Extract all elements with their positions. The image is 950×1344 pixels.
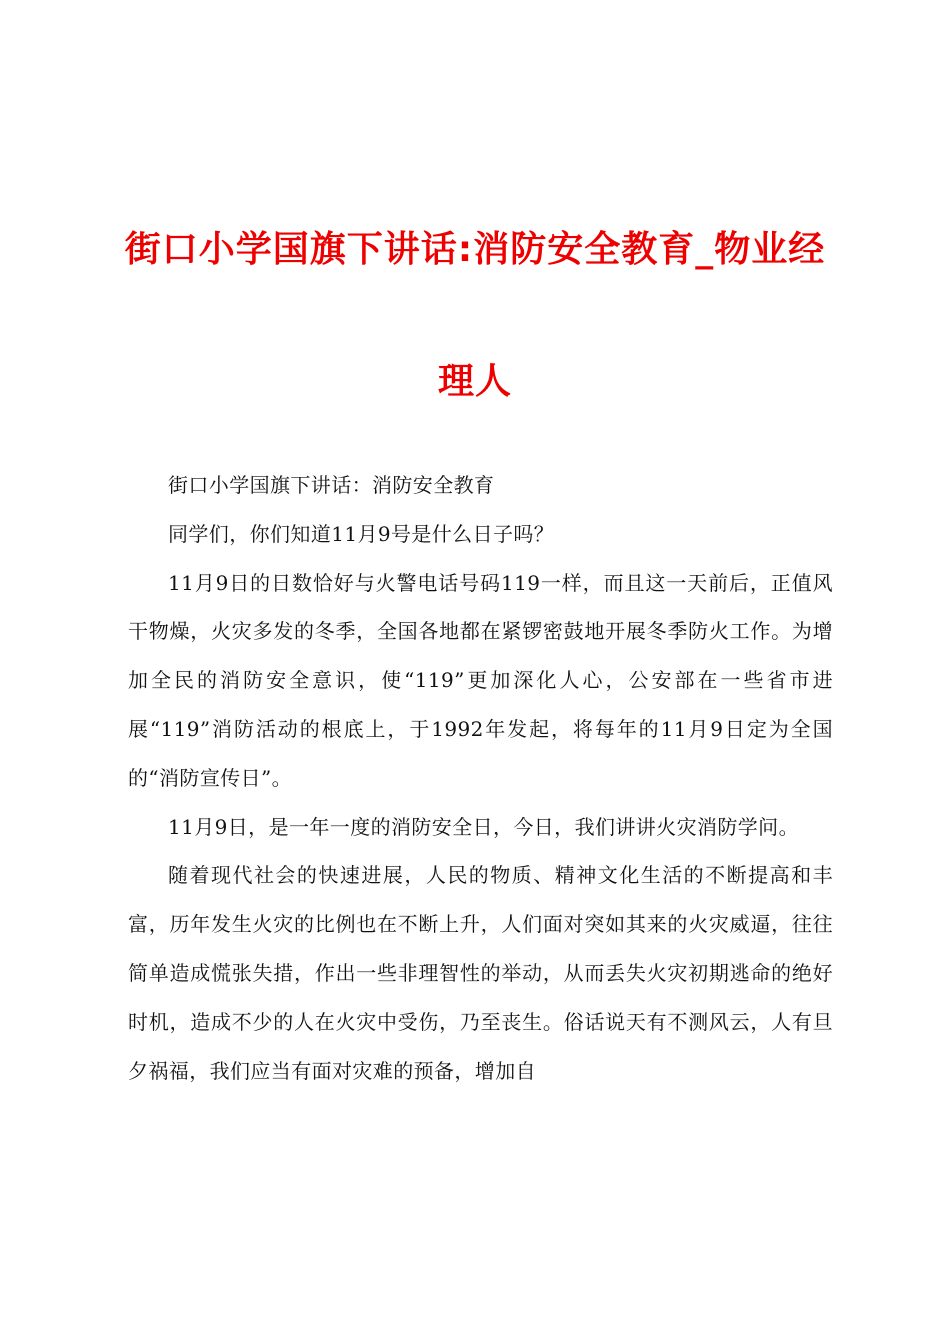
paragraph-safety-day: 11月9日，是一年一度的消防安全日，今日，我们讲讲火灾消防学问。 xyxy=(168,814,799,839)
paragraph-history: 11月9日的日数恰好与火警电话号码119一样，而且这一天前后，正值风干物燥，火灾多发的冬季，全国各地都在紧锣密鼓地开展冬季防火工作。为增加全民的消防安全意识，使“119”更加深化人心，公安部在一些省市进展“119”消防活动的根底上，于1992年发起，将每年的11月9日定为全国的“消防宣传日”。 xyxy=(128,570,833,790)
paragraph-subtitle: 街口小学国旗下讲话：消防安全教育 xyxy=(168,473,495,497)
paragraph-fire-risk: 随着现代社会的快速进展，人民的物质、精神文化生活的不断提高和丰富，历年发生火灾的比例也在不断上升，人们面对突如其来的火灾威逼，往往简单造成慌张失措，作出一些非理智性的举动，从而丢失火灾初期逃命的绝好时机，造成不少的人在火灾中受伤，乃至丧生。俗话说天有不测风云，人有旦夕祸福，我们应当有面对灾难的预备，增加自 xyxy=(128,863,833,1083)
document-body xyxy=(128,461,833,1095)
paragraph-question: 同学们，你们知道11月9号是什么日子吗？ xyxy=(168,521,555,546)
document-title: 街口小学国旗下讲话:消防安全教育_物业经理人 xyxy=(124,229,826,402)
